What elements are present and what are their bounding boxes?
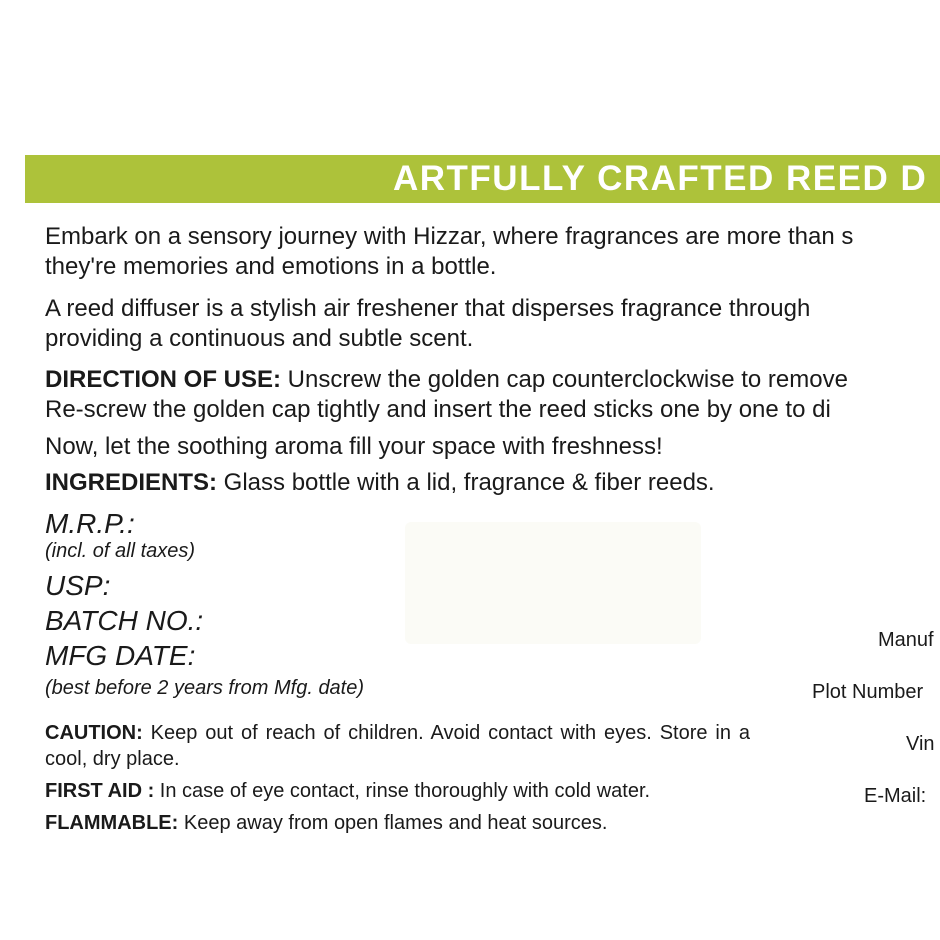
flammable-text: Keep away from open flames and heat sources.	[178, 812, 608, 834]
direction-line-1	[45, 365, 940, 395]
first-aid-notice	[45, 778, 650, 804]
closing-text: Now, let the soothing aroma fill your space with freshness!	[45, 433, 663, 460]
best-before-note: (best before 2 years from Mfg. date)	[45, 677, 365, 699]
ingredients	[45, 468, 940, 498]
ingredients-label: INGREDIENTS:	[45, 469, 218, 496]
mrp-label: M.R.P.:	[45, 508, 135, 539]
description-paragraph	[45, 294, 940, 354]
product-title: ARTFULLY CRAFTED REED D	[393, 159, 928, 198]
intro-line-2: they're memories and emotions in a bottle.	[45, 253, 497, 280]
usp-label: USP:	[45, 570, 111, 601]
manufacturer-plot: Plot Number	[812, 681, 924, 703]
mfg-date-label: MFG DATE:	[45, 640, 196, 671]
description-line-2: providing a continuous and subtle scent.	[45, 325, 474, 352]
batch-no-label: BATCH NO.:	[45, 605, 204, 636]
manufacturer-vin: Vin	[906, 733, 935, 755]
caution-text: Keep out of reach of children. Avoid contact with eyes. Store in a cool, dry place.	[45, 722, 750, 770]
direction-of-use	[45, 365, 940, 425]
intro-paragraph	[45, 222, 940, 282]
flammable-label: FLAMMABLE:	[45, 812, 179, 834]
direction-line-2: Re-screw the golden cap tightly and insert the reed sticks one by one to di	[45, 396, 831, 423]
first-aid-text: In case of eye contact, rinse thoroughly with cold water.	[154, 780, 651, 802]
caution-notice	[45, 720, 750, 772]
ingredients-line	[45, 468, 940, 498]
taxes-note: (incl. of all taxes)	[45, 540, 196, 562]
direction-text-1: Unscrew the golden cap counterclockwise to remove	[281, 366, 848, 393]
direction-label: DIRECTION OF USE:	[45, 366, 282, 393]
price-sticker-area	[405, 522, 701, 644]
closing-line	[45, 432, 940, 462]
description-line-1: A reed diffuser is a stylish air freshener that disperses fragrance through	[45, 295, 811, 322]
intro-line-1: Embark on a sensory journey with Hizzar, where fragrances are more than s	[45, 223, 854, 250]
manufacturer-heading: Manuf	[878, 629, 934, 651]
flammable-notice	[45, 810, 607, 836]
manufacturer-email: E-Mail:	[864, 785, 927, 807]
caution-label: CAUTION:	[45, 722, 143, 744]
title-banner	[25, 155, 940, 203]
first-aid-label: FIRST AID :	[45, 780, 155, 802]
ingredients-text: Glass bottle with a lid, fragrance & fiber reeds.	[217, 469, 715, 496]
